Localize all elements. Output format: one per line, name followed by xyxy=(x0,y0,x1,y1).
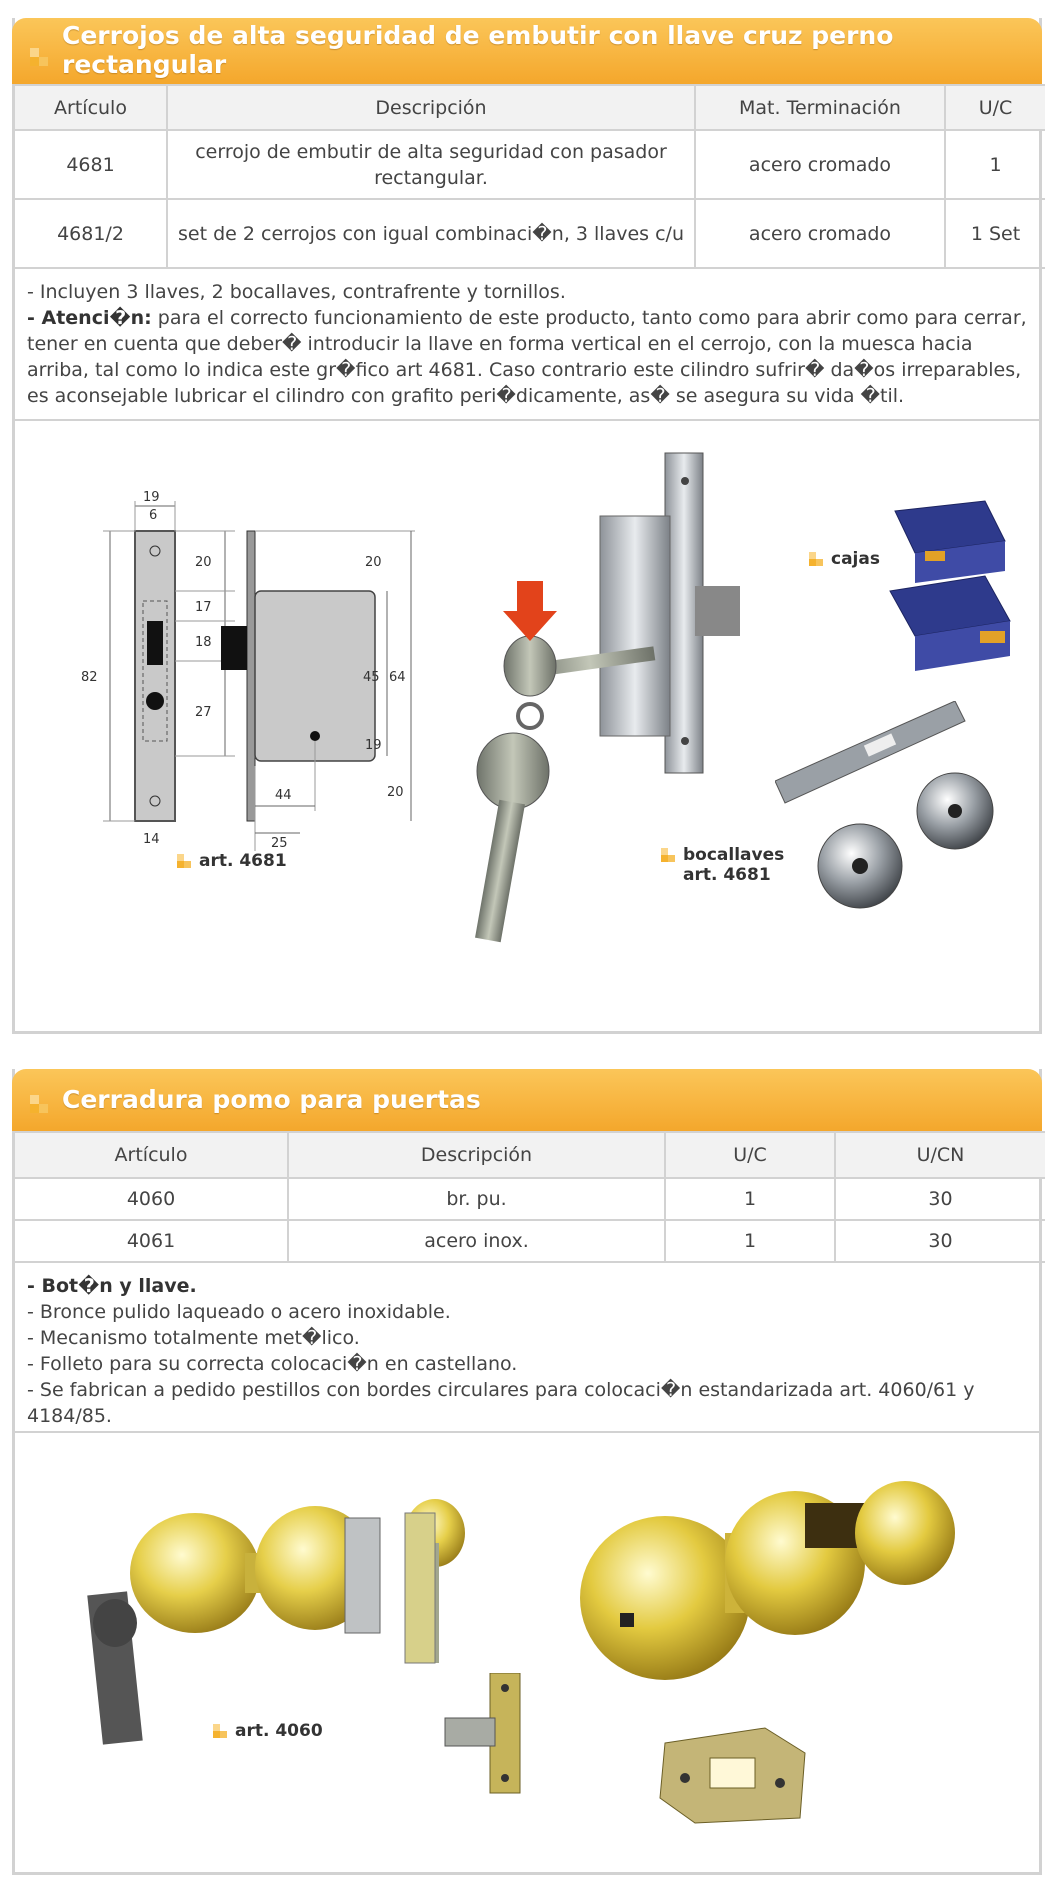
cell-uc: 1 Set xyxy=(945,199,1045,268)
dim-top-width: 19 xyxy=(143,490,160,505)
note-line: - Incluyen 3 llaves, 2 bocallaves, contrafrente y tornillos. xyxy=(27,281,566,303)
cell-uc: 1 xyxy=(665,1220,835,1262)
dim-seg4: 27 xyxy=(195,705,212,720)
product-table xyxy=(15,1131,1045,1263)
dim-seg3: 18 xyxy=(195,635,212,650)
product-section-cerrojos xyxy=(12,18,1042,1034)
product-section-pomo xyxy=(12,1069,1042,1875)
dim-body-w2: 25 xyxy=(271,836,288,851)
caption-art-4060: art. 4060 xyxy=(235,1721,323,1741)
bullet-icon xyxy=(213,1724,227,1738)
cell-ucn: 30 xyxy=(835,1220,1045,1262)
note-line: - Bot�n y llave. xyxy=(27,1275,197,1297)
note-line: - Mecanismo totalmente met�lico. xyxy=(27,1327,360,1349)
note-line: - Folleto para su correcta colocaci�n en castellano. xyxy=(27,1353,518,1375)
dim-top-inner: 6 xyxy=(149,508,158,523)
column-header: Artículo xyxy=(15,1132,288,1178)
product-table xyxy=(15,84,1045,269)
section-title-bar xyxy=(12,18,1042,84)
section-title: Cerradura pomo para puertas xyxy=(62,1085,481,1114)
table-row xyxy=(15,1220,1045,1262)
dim-seg2: 17 xyxy=(195,600,212,615)
column-header: Mat. Terminación xyxy=(695,85,945,130)
dim-body-w1: 44 xyxy=(275,788,292,803)
section-title: Cerrojos de alta seguridad de embutir con llave cruz perno rectangular xyxy=(62,21,894,79)
latch-photo xyxy=(435,1673,545,1803)
attention-text: para el correcto funcionamiento de este producto, tanto como para abrir como para cerrar, tener en cuenta que deber� introducir la llave en forma vertical en el cerrojo, con la muesca hacia arriba, tal como lo indica este gr�fico art 4681. Caso contrario este cilindro sufrir� da�os irreparables, es aconsejable lubricar el cilindro con grafito peri�dicamente, as� se asegura su vida �til. xyxy=(27,307,1027,407)
technical-drawing xyxy=(75,451,415,851)
column-header: U/C xyxy=(665,1132,835,1178)
caption-art-4681: art. 4681 xyxy=(199,851,287,871)
bocallaves-photo xyxy=(775,701,1015,931)
column-header: Descripción xyxy=(167,85,695,130)
boxes-photo xyxy=(885,491,1025,671)
dim-bottom-width: 14 xyxy=(143,832,160,847)
note-attention xyxy=(27,305,1027,409)
column-header: Artículo xyxy=(15,85,167,130)
cell-articulo: 4681/2 xyxy=(15,199,167,268)
product-picture-panel xyxy=(15,1433,1039,1873)
dim-body-top: 20 xyxy=(365,555,382,570)
product-picture-panel xyxy=(15,421,1039,1001)
knob-lock-photo-right xyxy=(575,1463,995,1703)
cell-uc: 1 xyxy=(945,130,1045,199)
dim-total-height: 82 xyxy=(81,670,98,685)
cell-descripcion: acero inox. xyxy=(288,1220,665,1262)
cell-uc: 1 xyxy=(665,1178,835,1220)
dim-seg1: 20 xyxy=(195,555,212,570)
bullet-icon xyxy=(30,1095,48,1113)
cell-articulo: 4681 xyxy=(15,130,167,199)
cell-descripcion: set de 2 cerrojos con igual combinaci�n, 3 llaves c/u xyxy=(167,199,695,268)
product-notes xyxy=(15,1263,1039,1433)
table-header-row xyxy=(15,1132,1045,1178)
table-header-row xyxy=(15,85,1045,130)
bullet-icon xyxy=(177,854,191,868)
cell-descripcion: br. pu. xyxy=(288,1178,665,1220)
table-row xyxy=(15,1178,1045,1220)
cell-articulo: 4061 xyxy=(15,1220,288,1262)
caption-cajas: cajas xyxy=(831,549,880,569)
cell-material: acero cromado xyxy=(695,199,945,268)
column-header: Descripción xyxy=(288,1132,665,1178)
bullet-icon xyxy=(661,848,675,862)
column-header: U/C xyxy=(945,85,1045,130)
cell-descripcion: cerrojo de embutir de alta seguridad con pasador rectangular. xyxy=(167,130,695,199)
attention-label: - Atenci�n: xyxy=(27,307,152,329)
caption-bocallaves: bocallaves art. 4681 xyxy=(683,845,784,885)
table-row xyxy=(15,199,1045,268)
note-line: - Se fabrican a pedido pestillos con bordes circulares para colocaci�n estandarizada art. 4060/61 y 4184/85. xyxy=(27,1379,975,1427)
cell-material: acero cromado xyxy=(695,130,945,199)
table-row xyxy=(15,130,1045,199)
cell-ucn: 30 xyxy=(835,1178,1045,1220)
section-title-bar xyxy=(12,1069,1042,1131)
knob-lock-photo-left xyxy=(75,1473,495,1793)
dim-body-r: 19 xyxy=(365,738,382,753)
note-line: - Bronce pulido laqueado o acero inoxidable. xyxy=(27,1301,451,1323)
bullet-icon xyxy=(30,48,48,66)
column-header: U/CN xyxy=(835,1132,1045,1178)
dim-body-h1: 45 xyxy=(363,670,380,685)
dim-body-bottom: 20 xyxy=(387,785,404,800)
product-notes xyxy=(15,269,1039,421)
dim-body-h2: 64 xyxy=(389,670,406,685)
cell-articulo: 4060 xyxy=(15,1178,288,1220)
strike-plate-photo xyxy=(655,1723,815,1833)
bullet-icon xyxy=(809,552,823,566)
